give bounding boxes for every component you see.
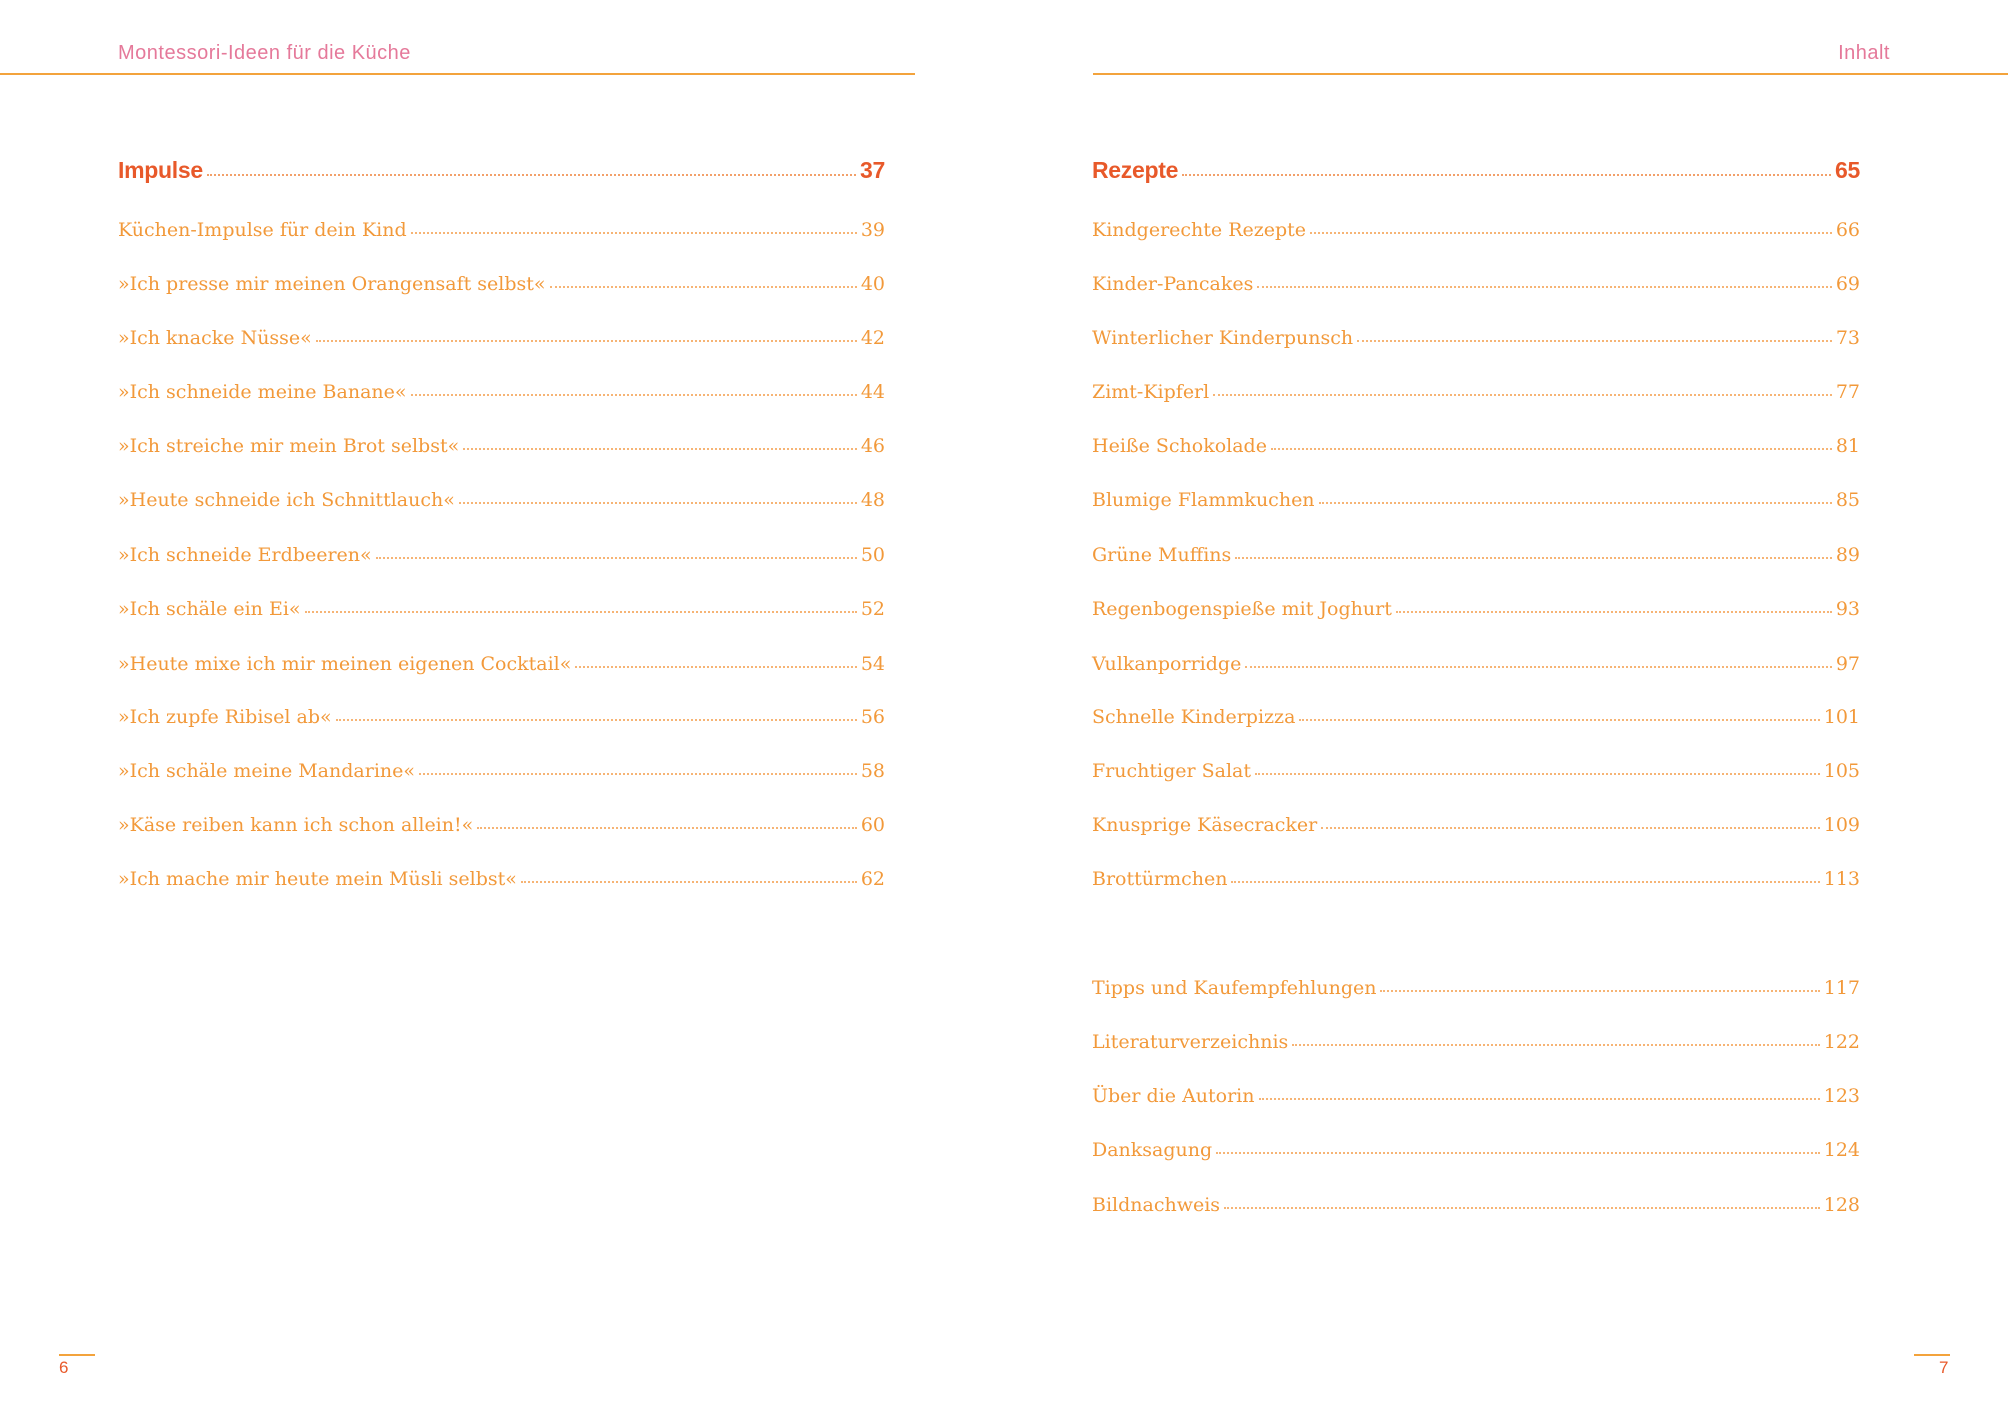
toc-appendix-entry[interactable] [1092,1194,1860,1224]
toc-entry-page: 109 [1823,814,1860,836]
page-number-rule-left [59,1354,95,1356]
page-number-right: 7 [1939,1358,1949,1377]
dot-leader [336,719,857,721]
dot-leader [376,557,857,559]
toc-entry-page: 122 [1823,1031,1860,1053]
toc-entry-title: Danksagung [1092,1139,1213,1161]
toc-entry-title: Grüne Muffins [1092,544,1232,566]
toc-entry-title: Regenbogenspieße mit Joghurt [1092,598,1392,620]
dot-leader [305,611,857,613]
toc-entry-title: »Ich presse mir meinen Orangensaft selbst« [118,273,546,295]
dot-leader [316,340,857,342]
dot-leader [411,232,857,234]
toc-entry-page: 66 [1835,219,1860,241]
page-number-rule-right [1914,1354,1950,1356]
dot-leader [1255,773,1820,775]
toc-entry-page: 101 [1823,706,1860,728]
toc-entry[interactable] [118,219,885,249]
dot-leader [459,502,857,504]
toc-section-page: 37 [860,157,885,183]
toc-entry-page: 93 [1835,598,1860,620]
toc-entry[interactable] [1092,219,1860,249]
dot-leader [1216,1152,1820,1154]
toc-appendix-entry[interactable] [1092,1031,1860,1061]
toc-entry-page: 117 [1823,977,1860,999]
toc-entry-page: 89 [1835,544,1860,566]
toc-entry[interactable] [1092,435,1860,465]
dot-leader [477,827,857,829]
toc-entry[interactable] [118,435,885,465]
toc-entry-title: Brottürmchen [1092,868,1228,890]
dot-leader [463,448,857,450]
dot-leader [419,773,857,775]
toc-section-title: Rezepte [1092,157,1179,183]
toc-entry-title: Küchen-Impulse für dein Kind [118,219,407,241]
toc-entry-title: Knusprige Käsecracker [1092,814,1318,836]
toc-entry-page: 113 [1823,868,1860,890]
toc-entry-title: »Ich streiche mir mein Brot selbst« [118,435,460,457]
toc-entry-title: Zimt-Kipferl [1092,381,1210,403]
dot-leader [1321,827,1819,829]
dot-leader [1182,174,1831,176]
toc-entry[interactable] [1092,489,1860,519]
dot-leader [1224,1207,1820,1209]
toc-entry-page: 69 [1835,273,1860,295]
dot-leader [550,286,857,288]
toc-section-page: 65 [1835,157,1860,183]
running-header-right: Inhalt [1838,42,1890,64]
dot-leader [1259,1098,1820,1100]
toc-section-impulse[interactable] [118,157,885,187]
toc-entry-page: 54 [860,653,885,675]
toc-entry[interactable] [1092,653,1860,683]
dot-leader [521,881,857,883]
toc-entry-page: 50 [860,544,885,566]
toc-entry-title: »Heute mixe ich mir meinen eigenen Cocktail« [118,653,572,675]
toc-entry-page: 39 [860,219,885,241]
dot-leader [1357,340,1832,342]
toc-entry-title: Vulkanporridge [1092,653,1242,675]
toc-appendix-entry[interactable] [1092,1139,1860,1169]
toc-entry-title: Literaturverzeichnis [1092,1031,1289,1053]
header-rule-left [0,73,915,75]
toc-appendix-entry[interactable] [1092,1085,1860,1115]
toc-entry-page: 58 [860,760,885,782]
toc-entry[interactable] [118,653,885,683]
toc-entry[interactable] [118,760,885,790]
toc-entry-page: 52 [860,598,885,620]
toc-entry-page: 124 [1823,1139,1860,1161]
toc-entry[interactable] [118,598,885,628]
toc-entry[interactable] [1092,327,1860,357]
toc-entry-page: 48 [860,489,885,511]
toc-entry[interactable] [1092,381,1860,411]
dot-leader [1231,881,1819,883]
toc-entry-page: 128 [1823,1194,1860,1216]
toc-entry-title: Heiße Schokolade [1092,435,1267,457]
toc-appendix-entry[interactable] [1092,977,1860,1007]
toc-entry[interactable] [118,706,885,736]
toc-entry-title: »Ich schneide Erdbeeren« [118,544,372,566]
dot-leader [411,394,857,396]
running-header-left: Montessori-Ideen für die Küche [118,42,411,64]
dot-leader [1299,719,1819,721]
toc-entry[interactable] [1092,868,1860,898]
toc-entry[interactable] [118,381,885,411]
toc-entry-title: »Ich schäle ein Ei« [118,598,301,620]
dot-leader [1235,557,1832,559]
toc-entry-page: 46 [860,435,885,457]
dot-leader [1310,232,1832,234]
toc-entry-page: 40 [860,273,885,295]
toc-entry-title: »Käse reiben kann ich schon allein!« [118,814,474,836]
toc-entry-title: Fruchtiger Salat [1092,760,1252,782]
toc-entry-page: 60 [860,814,885,836]
toc-entry-page: 105 [1823,760,1860,782]
toc-entry[interactable] [118,544,885,574]
toc-entry-title: Winterlicher Kinderpunsch [1092,327,1354,349]
toc-entry-title: Bildnachweis [1092,1194,1221,1216]
toc-entry-page: 77 [1835,381,1860,403]
toc-entry-title: »Ich mache mir heute mein Müsli selbst« [118,868,517,890]
toc-entry-title: Über die Autorin [1092,1085,1255,1107]
toc-entry-page: 81 [1835,435,1860,457]
toc-entry[interactable] [1092,544,1860,574]
toc-entry-title: Blumige Flammkuchen [1092,489,1315,511]
dot-leader [575,666,856,668]
toc-entry-title: »Ich schneide meine Banane« [118,381,407,403]
toc-entry-page: 73 [1835,327,1860,349]
toc-section-title: Impulse [118,157,203,183]
toc-entry[interactable] [1092,814,1860,844]
dot-leader [1271,448,1832,450]
toc-entry-title: »Ich zupfe Ribisel ab« [118,706,332,728]
toc-entry-page: 85 [1835,489,1860,511]
dot-leader [207,174,856,176]
toc-entry[interactable] [1092,706,1860,736]
toc-entry-page: 62 [860,868,885,890]
toc-entry-page: 123 [1823,1085,1860,1107]
dot-leader [1292,1044,1819,1046]
dot-leader [1319,502,1832,504]
toc-entry[interactable] [1092,598,1860,628]
dot-leader [1245,666,1832,668]
header-rule-right [1093,73,2008,75]
toc-section-rezepte[interactable] [1092,157,1860,187]
toc-entry[interactable] [1092,273,1860,303]
toc-entry-title: Tipps und Kaufempfehlungen [1092,977,1377,999]
toc-entry-title: »Ich schäle meine Mandarine« [118,760,415,782]
toc-entry-title: »Heute schneide ich Schnittlauch« [118,489,455,511]
toc-entry-page: 44 [860,381,885,403]
toc-entry-title: Kinder-Pancakes [1092,273,1254,295]
toc-entry[interactable] [118,327,885,357]
toc-entry-page: 56 [860,706,885,728]
dot-leader [1213,394,1832,396]
toc-entry-title: Kindgerechte Rezepte [1092,219,1307,241]
toc-entry[interactable] [118,814,885,844]
toc-entry-page: 97 [1835,653,1860,675]
toc-entry-title: Schnelle Kinderpizza [1092,706,1296,728]
dot-leader [1396,611,1832,613]
toc-entry[interactable] [1092,760,1860,790]
toc-entry-title: »Ich knacke Nüsse« [118,327,312,349]
dot-leader [1257,286,1831,288]
toc-entry[interactable] [118,868,885,898]
toc-entry[interactable] [118,489,885,519]
page-number-left: 6 [59,1358,69,1377]
toc-entry-page: 42 [860,327,885,349]
dot-leader [1380,990,1819,992]
toc-entry[interactable] [118,273,885,303]
